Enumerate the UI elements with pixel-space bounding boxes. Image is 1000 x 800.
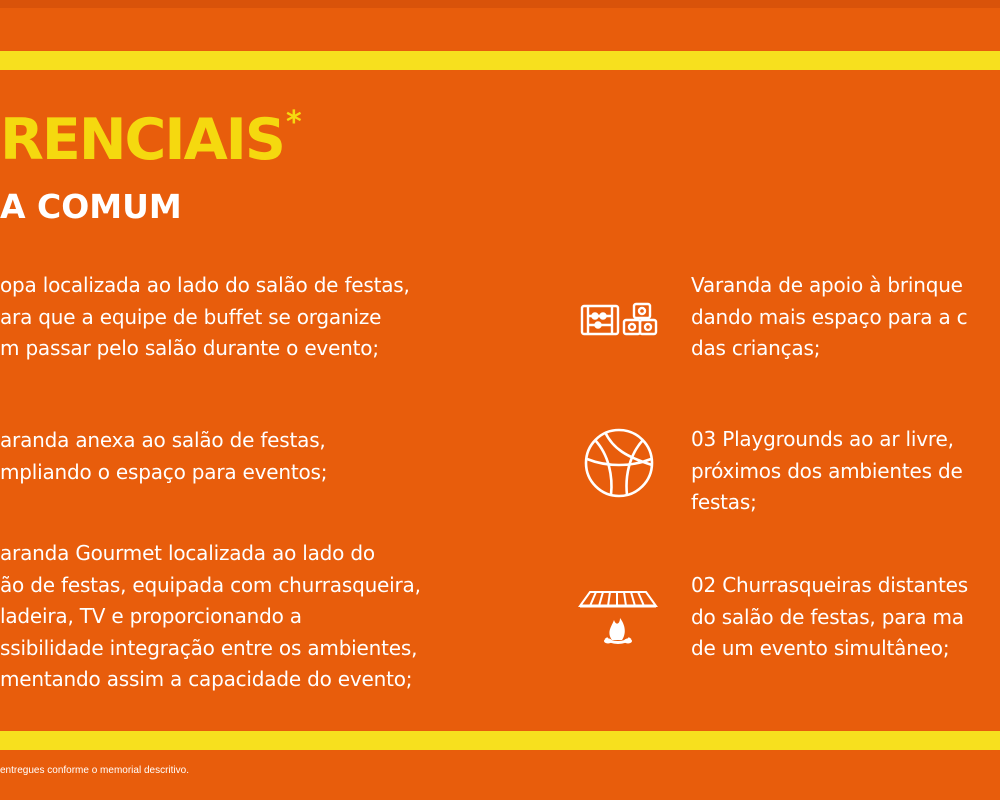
title-asterisk: * xyxy=(285,105,300,140)
left-item-varanda-anexa: aranda anexa ao salão de festas, mpliando o espaço para eventos; xyxy=(0,428,328,484)
top-edge-shade xyxy=(0,0,1000,8)
bottom-yellow-stripe xyxy=(0,731,1000,750)
grill-fire-icon xyxy=(578,588,658,648)
basketball-icon xyxy=(583,427,655,499)
right-item-churrasqueiras: 02 Churrasqueiras distantes do salão de festas, para ma de um evento simultâneo; xyxy=(691,573,968,660)
footnote: entregues conforme o memorial descritivo. xyxy=(0,765,189,776)
left-item-copa: opa localizada ao lado do salão de festas, ara que a equipe de buffet se organize m passar pelo salão durante o evento; xyxy=(0,273,410,360)
page-subtitle: A COMUM xyxy=(0,187,182,226)
toy-abacus-blocks-icon xyxy=(580,300,658,340)
page-title-text: RENCIAIS xyxy=(0,107,284,173)
right-item-playgrounds: 03 Playgrounds ao ar livre, próximos dos ambientes de festas; xyxy=(691,427,963,514)
right-item-varanda-apoio: Varanda de apoio à brinque dando mais espaço para a c das crianças; xyxy=(691,273,968,360)
left-item-varanda-gourmet: aranda Gourmet localizada ao lado do ão de festas, equipada com churrasqueira, ladeira, TV e proporcionando a ssibilidade integração entre os ambientes, mentando assim a capacidade do evento; xyxy=(0,541,421,691)
page-title xyxy=(0,105,300,173)
top-yellow-stripe xyxy=(0,51,1000,70)
